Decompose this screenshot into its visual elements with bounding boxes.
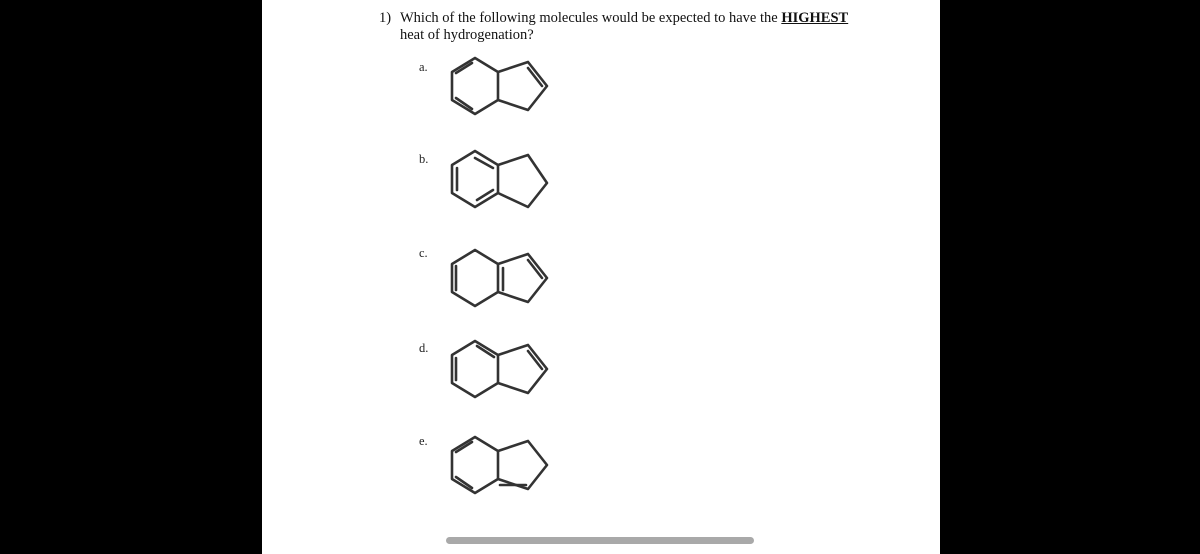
choice-c-molecule-icon (442, 246, 552, 316)
document-page (262, 0, 940, 554)
question-text (379, 10, 848, 44)
choice-c-label: c. (419, 246, 428, 260)
question-line-2: heat of hydrogenation? (400, 27, 534, 43)
choice-e-molecule-icon (442, 433, 552, 503)
choice-d-label: d. (419, 341, 429, 355)
choice-b-molecule-icon (442, 147, 552, 217)
question-number: 1) (379, 10, 392, 26)
choice-a-label: a. (419, 60, 428, 74)
choice-a-molecule-icon (442, 54, 552, 124)
question-line-1: Which of the following molecules would be expected to have the (400, 10, 782, 26)
choice-e-label: e. (419, 434, 428, 448)
choice-b-label: b. (419, 152, 429, 166)
question-emphasis: HIGHEST (781, 10, 849, 26)
horizontal-scrollbar[interactable] (446, 537, 754, 544)
choice-d-molecule-icon (442, 337, 552, 407)
